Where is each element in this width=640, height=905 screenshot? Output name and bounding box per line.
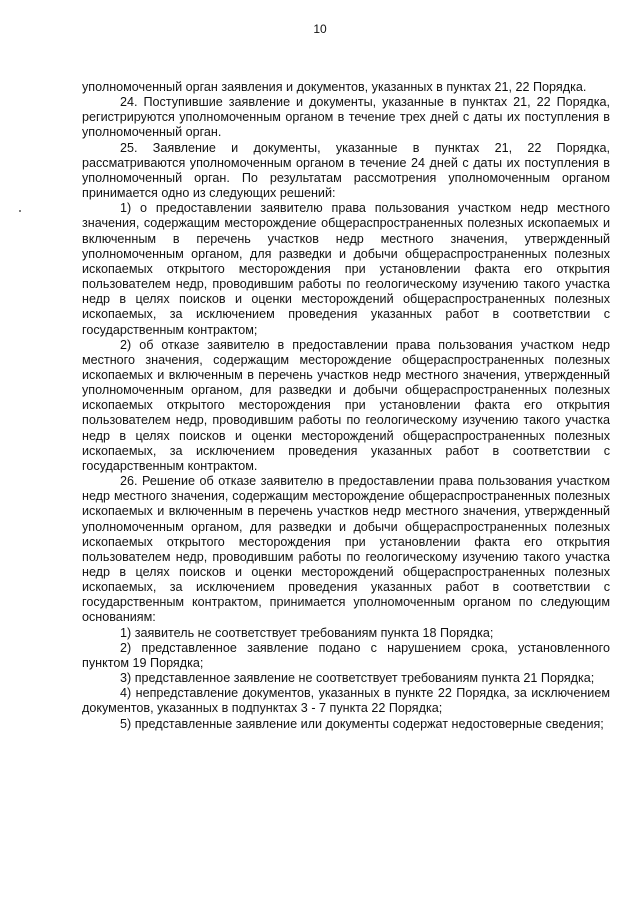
paragraph-26: 26. Решение об отказе заявителю в предоставлении права пользования участком недр местного значения, содержащим месторождение общераспространенных полезных ископаемых и включенным в перечень участков недр местного значения, утвержденный уполномоченным органом, для разведки и добычи общераспространенных полезных ископаемых открытого месторождения при установлении факта его открытия пользователем недр, проводившим работы по геологическому изучению такого участка недр в целях поисков и оценки месторождений общераспространенных полезных ископаемых, за исключением проведения указанных работ в соответствии с государственным контрактом, принимается уполномоченным органом по следующим основаниям: bbox=[82, 474, 610, 625]
page-number: 10 bbox=[313, 22, 327, 36]
paragraph-25-item-1: 1) о предоставлении заявителю права пользования участком недр местного значения, содержащим месторождение общераспространенных полезных ископаемых и включенным в перечень участков недр местного значения, утвержденный уполномоченным органом, для разведки и добычи общераспространенных полезных ископаемых открытого месторождения при установлении факта его открытия пользователем недр, проводившим работы по геологическому изучению такого участка недр в целях поисков и оценки месторождений общераспространенных полезных ископаемых, за исключением проведения указанных работ в соответствии с государственным контрактом; bbox=[82, 201, 610, 337]
paragraph-26-item-1: 1) заявитель не соответствует требованиям пункта 18 Порядка; bbox=[120, 625, 494, 640]
paragraph-26-item-5: 5) представленные заявление или документы содержат недостоверные сведения; bbox=[120, 716, 604, 731]
paragraph-25-item-2: 2) об отказе заявителю в предоставлении права пользования участком недр местного значения, содержащим месторождение общераспространенных полезных ископаемых и включенным в перечень участков недр местного значения, утвержденный уполномоченным органом, для разведки и добычи общераспространенных полезных ископаемых открытого месторождения при установлении факта его открытия пользователем недр, проводившим работы по геологическому изучению такого участка недр в целях поисков и оценки месторождений общераспространенных полезных ископаемых, за исключением проведения указанных работ в соответствии с государственным контрактом. bbox=[82, 337, 610, 473]
paragraph-24: 24. Поступившие заявление и документы, указанные в пунктах 21, 22 Порядка, регистрируются уполномоченным органом в течение трех дней с даты их поступления в уполномоченный орган. bbox=[82, 95, 610, 140]
paragraph-26-item-3: 3) представленное заявление не соответствует требованиям пункта 21 Порядка; bbox=[120, 671, 595, 686]
document-body bbox=[82, 80, 610, 732]
paragraph-25: 25. Заявление и документы, указанные в пунктах 21, 22 Порядка, рассматриваются уполномоченным органом в течение 24 дней с даты их поступления в уполномоченный орган. По результатам рассмотрения уполномоченным органом принимается одно из следующих решений: bbox=[82, 140, 610, 201]
scan-artifact-dot bbox=[19, 210, 21, 212]
paragraph-26-item-4: 4) непредставление документов, указанных в пункте 22 Порядка, за исключением документов, указанных в подпунктах 3 - 7 пункта 22 Порядка; bbox=[82, 686, 610, 716]
paragraph-continuation: уполномоченный орган заявления и документов, указанных в пунктах 21, 22 Порядка. bbox=[82, 80, 587, 94]
paragraph-26-item-2: 2) представленное заявление подано с нарушением срока, установленного пунктом 19 Порядка; bbox=[82, 640, 610, 670]
